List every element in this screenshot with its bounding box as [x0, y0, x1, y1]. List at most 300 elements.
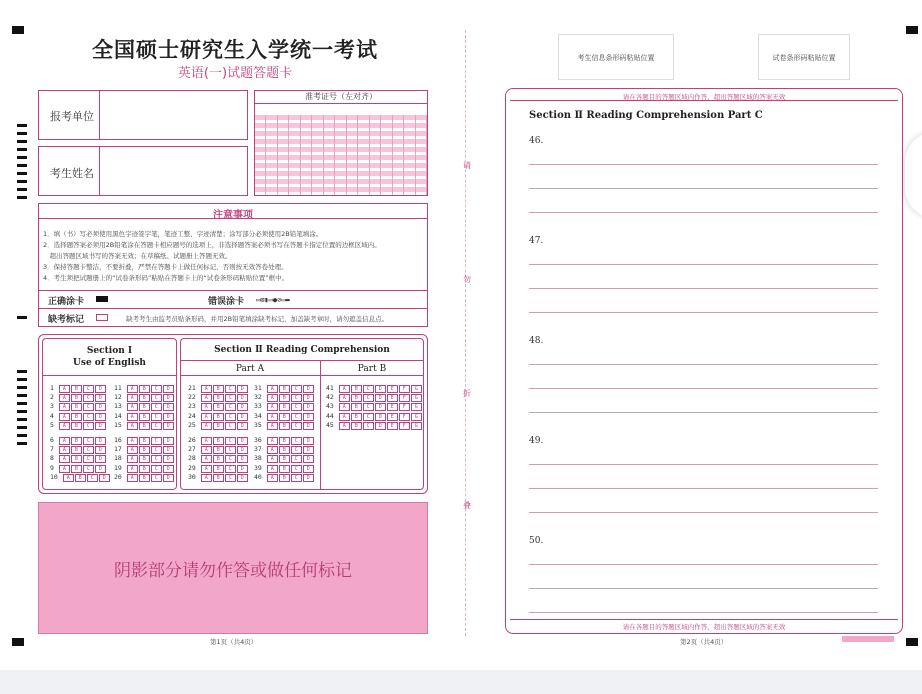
option-bubble[interactable]: G: [411, 394, 422, 402]
option-bubble[interactable]: B: [75, 474, 86, 482]
option-bubble[interactable]: F: [399, 385, 410, 393]
option-bubble[interactable]: B: [139, 385, 150, 393]
answer-line[interactable]: [529, 188, 878, 189]
option-bubble[interactable]: A: [63, 474, 74, 482]
answer-line[interactable]: [529, 312, 878, 313]
option-bubble[interactable]: C: [291, 437, 302, 445]
option-bubble[interactable]: C: [291, 446, 302, 454]
timing-tick: [17, 378, 27, 381]
answer-line[interactable]: [529, 412, 878, 413]
option-bubble[interactable]: A: [59, 394, 70, 402]
option-bubble[interactable]: A: [127, 422, 138, 430]
question-row[interactable]: [114, 445, 174, 454]
option-bubble[interactable]: C: [363, 413, 374, 421]
option-bubble[interactable]: G: [411, 403, 422, 411]
option-bubble[interactable]: C: [151, 394, 162, 402]
notice-item: 1．填（书）写必须使用黑色字迹签字笔，笔迹工整、字迹清楚；涂写部分必须使用2B铅笔填涂。: [43, 230, 323, 238]
option-bubble[interactable]: D: [375, 413, 386, 421]
option-bubble[interactable]: C: [225, 422, 236, 430]
option-bubble[interactable]: B: [279, 474, 290, 482]
question-row[interactable]: [50, 393, 106, 402]
exam-id-column[interactable]: [278, 115, 289, 195]
option-bubble[interactable]: D: [95, 385, 106, 393]
option-bubble[interactable]: B: [279, 465, 290, 473]
option-bubble[interactable]: C: [83, 422, 94, 430]
option-bubble[interactable]: F: [399, 422, 410, 430]
question-row[interactable]: [254, 412, 314, 421]
question-row[interactable]: [254, 445, 314, 454]
option-bubble[interactable]: A: [267, 422, 278, 430]
exam-id-column[interactable]: [324, 115, 335, 195]
option-bubble[interactable]: D: [237, 474, 248, 482]
option-bubble[interactable]: C: [151, 474, 162, 482]
question-row[interactable]: [188, 436, 248, 445]
option-bubble[interactable]: A: [339, 422, 350, 430]
option-bubble[interactable]: C: [151, 446, 162, 454]
option-bubble[interactable]: E: [387, 394, 398, 402]
option-bubble[interactable]: B: [71, 394, 82, 402]
option-bubble[interactable]: F: [399, 413, 410, 421]
question-row[interactable]: [50, 402, 106, 411]
question-row[interactable]: [254, 436, 314, 445]
option-bubble[interactable]: C: [151, 385, 162, 393]
option-bubble[interactable]: C: [291, 394, 302, 402]
option-bubble[interactable]: C: [291, 385, 302, 393]
option-bubble[interactable]: D: [237, 446, 248, 454]
option-bubble[interactable]: A: [127, 455, 138, 463]
option-bubble[interactable]: C: [83, 394, 94, 402]
option-bubble[interactable]: D: [237, 455, 248, 463]
question-row[interactable]: [326, 412, 422, 421]
question-row[interactable]: [188, 445, 248, 454]
answer-line[interactable]: [529, 388, 878, 389]
option-bubble[interactable]: D: [237, 422, 248, 430]
question-row[interactable]: [188, 412, 248, 421]
option-bubble[interactable]: B: [139, 437, 150, 445]
option-bubble[interactable]: B: [71, 422, 82, 430]
exam-id-column[interactable]: [312, 115, 323, 195]
option-bubble[interactable]: C: [83, 413, 94, 421]
option-bubble[interactable]: A: [59, 446, 70, 454]
question-row[interactable]: [188, 393, 248, 402]
option-bubble[interactable]: C: [83, 465, 94, 473]
answer-line[interactable]: [529, 488, 878, 489]
option-bubble[interactable]: D: [95, 465, 106, 473]
section2-title: Section Ⅱ Reading Comprehension: [214, 345, 390, 355]
option-bubble[interactable]: C: [291, 455, 302, 463]
option-bubble[interactable]: C: [151, 422, 162, 430]
option-bubble[interactable]: D: [95, 437, 106, 445]
timing-tick: [17, 316, 27, 319]
option-bubble[interactable]: C: [83, 385, 94, 393]
exam-id-column[interactable]: [404, 115, 415, 195]
question-number: 14: [114, 411, 126, 420]
question-row[interactable]: [50, 412, 106, 421]
option-bubble[interactable]: A: [59, 465, 70, 473]
question-row[interactable]: [326, 402, 422, 411]
section1-subtitle: Use of English: [73, 358, 146, 368]
option-bubble[interactable]: B: [213, 403, 224, 411]
option-bubble[interactable]: D: [303, 446, 314, 454]
option-bubble[interactable]: C: [225, 465, 236, 473]
question-row[interactable]: [254, 421, 314, 430]
option-bubble[interactable]: C: [225, 474, 236, 482]
question-row[interactable]: [188, 402, 248, 411]
option-bubble[interactable]: A: [201, 455, 212, 463]
question-row[interactable]: [114, 412, 174, 421]
option-bubble[interactable]: C: [363, 403, 374, 411]
option-bubble[interactable]: C: [363, 394, 374, 402]
option-bubble[interactable]: D: [163, 413, 174, 421]
option-bubble[interactable]: A: [59, 455, 70, 463]
question-row[interactable]: [50, 445, 106, 454]
option-bubble[interactable]: C: [225, 437, 236, 445]
absent-bubble[interactable]: [96, 314, 108, 321]
question-row[interactable]: [50, 473, 110, 482]
option-bubble[interactable]: B: [279, 394, 290, 402]
option-bubble[interactable]: A: [267, 437, 278, 445]
option-bubble[interactable]: D: [163, 474, 174, 482]
option-bubble[interactable]: B: [351, 413, 362, 421]
question-row[interactable]: [254, 454, 314, 463]
exam-id-column[interactable]: [381, 115, 392, 195]
option-bubble[interactable]: G: [411, 413, 422, 421]
option-bubble[interactable]: A: [201, 474, 212, 482]
option-bubble[interactable]: D: [95, 403, 106, 411]
option-bubble[interactable]: C: [83, 403, 94, 411]
part-b-label: Part B: [357, 364, 387, 374]
option-bubble[interactable]: B: [71, 446, 82, 454]
question-number: 48.: [529, 336, 544, 346]
answer-line[interactable]: [529, 264, 878, 265]
option-bubble[interactable]: A: [339, 385, 350, 393]
exam-id-column[interactable]: [301, 115, 312, 195]
option-bubble[interactable]: C: [83, 437, 94, 445]
option-bubble[interactable]: C: [225, 455, 236, 463]
option-bubble[interactable]: C: [225, 403, 236, 411]
option-bubble[interactable]: D: [163, 422, 174, 430]
option-bubble[interactable]: B: [213, 385, 224, 393]
option-bubble[interactable]: E: [387, 413, 398, 421]
question-row[interactable]: [188, 421, 248, 430]
option-bubble[interactable]: A: [201, 465, 212, 473]
option-bubble[interactable]: A: [267, 465, 278, 473]
option-bubble[interactable]: D: [375, 394, 386, 402]
option-bubble[interactable]: B: [279, 446, 290, 454]
option-bubble[interactable]: A: [59, 422, 70, 430]
answer-line[interactable]: [529, 364, 878, 365]
answer-line[interactable]: [529, 288, 878, 289]
option-bubble[interactable]: B: [71, 413, 82, 421]
option-bubble[interactable]: B: [213, 465, 224, 473]
option-bubble[interactable]: C: [225, 385, 236, 393]
option-bubble[interactable]: E: [387, 403, 398, 411]
exam-id-column[interactable]: [335, 115, 346, 195]
option-bubble[interactable]: D: [95, 413, 106, 421]
question-number: 11: [114, 384, 126, 392]
option-bubble[interactable]: D: [163, 385, 174, 393]
option-bubble[interactable]: B: [71, 385, 82, 393]
fold-line: [465, 30, 466, 636]
option-bubble[interactable]: A: [59, 385, 70, 393]
option-bubble[interactable]: D: [303, 385, 314, 393]
option-bubble[interactable]: B: [139, 403, 150, 411]
option-bubble[interactable]: A: [267, 413, 278, 421]
answer-line[interactable]: [529, 212, 878, 213]
option-bubble[interactable]: B: [139, 413, 150, 421]
question-row[interactable]: [50, 464, 106, 473]
question-row[interactable]: [254, 473, 314, 482]
question-row[interactable]: [188, 454, 248, 463]
fold-mark: 勿: [463, 275, 471, 284]
option-bubble[interactable]: F: [399, 394, 410, 402]
option-bubble[interactable]: D: [163, 465, 174, 473]
question-number: 39: [254, 463, 266, 472]
option-bubble[interactable]: A: [339, 394, 350, 402]
option-bubble[interactable]: D: [163, 394, 174, 402]
option-bubble[interactable]: C: [225, 394, 236, 402]
question-row[interactable]: [188, 384, 248, 393]
option-bubble[interactable]: A: [201, 437, 212, 445]
question-row[interactable]: [254, 402, 314, 411]
option-bubble[interactable]: C: [363, 385, 374, 393]
question-number: 33: [254, 402, 266, 411]
option-bubble[interactable]: F: [399, 403, 410, 411]
option-bubble[interactable]: C: [83, 446, 94, 454]
option-bubble[interactable]: B: [71, 437, 82, 445]
option-bubble[interactable]: B: [139, 446, 150, 454]
question-row[interactable]: [114, 384, 174, 393]
option-bubble[interactable]: D: [303, 403, 314, 411]
option-bubble[interactable]: B: [279, 437, 290, 445]
option-bubble[interactable]: D: [375, 422, 386, 430]
option-bubble[interactable]: B: [213, 394, 224, 402]
question-number: 41: [326, 384, 338, 392]
option-bubble[interactable]: B: [279, 385, 290, 393]
question-number: 36: [254, 436, 266, 444]
option-bubble[interactable]: D: [237, 437, 248, 445]
option-bubble[interactable]: A: [201, 403, 212, 411]
option-bubble[interactable]: A: [127, 413, 138, 421]
option-bubble[interactable]: C: [291, 403, 302, 411]
option-bubble[interactable]: A: [267, 446, 278, 454]
option-bubble[interactable]: B: [213, 474, 224, 482]
option-bubble[interactable]: A: [201, 413, 212, 421]
question-number: 40: [254, 472, 266, 481]
exam-id-column[interactable]: [393, 115, 404, 195]
option-bubble[interactable]: D: [99, 474, 110, 482]
option-bubble[interactable]: B: [351, 422, 362, 430]
option-bubble[interactable]: C: [151, 465, 162, 473]
option-bubble[interactable]: B: [213, 422, 224, 430]
option-bubble[interactable]: B: [71, 455, 82, 463]
option-bubble[interactable]: B: [279, 403, 290, 411]
answer-line[interactable]: [529, 464, 878, 465]
option-bubble[interactable]: D: [95, 455, 106, 463]
question-row[interactable]: [50, 436, 106, 445]
option-bubble[interactable]: D: [95, 446, 106, 454]
option-bubble[interactable]: A: [267, 385, 278, 393]
option-bubble[interactable]: B: [351, 394, 362, 402]
question-row[interactable]: [114, 454, 174, 463]
question-row[interactable]: [254, 393, 314, 402]
option-bubble[interactable]: A: [201, 446, 212, 454]
exam-id-column[interactable]: [416, 115, 427, 195]
option-bubble[interactable]: B: [213, 455, 224, 463]
option-bubble[interactable]: D: [237, 465, 248, 473]
option-bubble[interactable]: B: [139, 465, 150, 473]
option-bubble[interactable]: D: [237, 403, 248, 411]
option-bubble[interactable]: A: [127, 394, 138, 402]
option-bubble[interactable]: G: [411, 385, 422, 393]
question-row[interactable]: [254, 464, 314, 473]
exam-id-column[interactable]: [266, 115, 277, 195]
option-bubble[interactable]: A: [59, 437, 70, 445]
option-bubble[interactable]: C: [151, 437, 162, 445]
option-bubble[interactable]: D: [237, 385, 248, 393]
question-row[interactable]: [50, 384, 106, 393]
exam-id-grid[interactable]: [254, 90, 428, 196]
option-bubble[interactable]: B: [279, 455, 290, 463]
answer-line[interactable]: [529, 588, 878, 589]
option-bubble[interactable]: C: [363, 422, 374, 430]
option-bubble[interactable]: A: [127, 446, 138, 454]
option-bubble[interactable]: D: [375, 403, 386, 411]
exam-id-column[interactable]: [347, 115, 358, 195]
option-bubble[interactable]: A: [339, 413, 350, 421]
question-row[interactable]: [114, 464, 174, 473]
option-bubble[interactable]: B: [213, 437, 224, 445]
option-bubble[interactable]: C: [225, 446, 236, 454]
option-bubble[interactable]: B: [139, 474, 150, 482]
question-number: 17: [114, 445, 126, 454]
option-bubble[interactable]: C: [291, 474, 302, 482]
option-bubble[interactable]: B: [139, 455, 150, 463]
exam-id-label: 准考证号（左对齐）: [255, 91, 427, 104]
corner-mark: [906, 638, 918, 646]
option-bubble[interactable]: A: [59, 403, 70, 411]
option-bubble[interactable]: D: [95, 394, 106, 402]
question-row[interactable]: [114, 402, 174, 411]
question-number: 3: [50, 402, 58, 411]
exam-id-column[interactable]: [370, 115, 381, 195]
option-bubble[interactable]: A: [201, 385, 212, 393]
option-bubble[interactable]: A: [267, 455, 278, 463]
option-bubble[interactable]: B: [139, 422, 150, 430]
question-row[interactable]: [50, 454, 106, 463]
option-bubble[interactable]: A: [201, 422, 212, 430]
option-bubble[interactable]: C: [151, 455, 162, 463]
question-number: 4: [50, 411, 58, 420]
option-bubble[interactable]: B: [71, 403, 82, 411]
option-bubble[interactable]: B: [213, 446, 224, 454]
option-bubble[interactable]: D: [303, 455, 314, 463]
option-bubble[interactable]: D: [163, 437, 174, 445]
option-bubble[interactable]: C: [151, 403, 162, 411]
exam-id-bubbles[interactable]: [255, 115, 427, 195]
option-bubble[interactable]: D: [303, 394, 314, 402]
question-row[interactable]: [114, 393, 174, 402]
question-row[interactable]: [326, 393, 422, 402]
answer-line[interactable]: [529, 164, 878, 165]
option-bubble[interactable]: A: [127, 385, 138, 393]
option-bubble[interactable]: D: [303, 474, 314, 482]
option-bubble[interactable]: C: [291, 422, 302, 430]
option-bubble[interactable]: D: [95, 422, 106, 430]
option-bubble[interactable]: A: [127, 403, 138, 411]
option-bubble[interactable]: A: [127, 474, 138, 482]
answer-line[interactable]: [529, 564, 878, 565]
exam-id-column[interactable]: [255, 115, 266, 195]
option-bubble[interactable]: B: [139, 394, 150, 402]
question-number: 5: [50, 420, 58, 429]
option-bubble[interactable]: A: [267, 394, 278, 402]
option-bubble[interactable]: A: [127, 437, 138, 445]
question-row[interactable]: [50, 421, 106, 430]
question-number: 47.: [529, 236, 544, 246]
option-bubble[interactable]: G: [411, 422, 422, 430]
option-bubble[interactable]: A: [267, 474, 278, 482]
question-row[interactable]: [188, 464, 248, 473]
option-bubble[interactable]: B: [71, 465, 82, 473]
option-bubble[interactable]: D: [303, 422, 314, 430]
option-bubble[interactable]: D: [303, 437, 314, 445]
option-bubble[interactable]: C: [291, 465, 302, 473]
option-bubble[interactable]: C: [291, 413, 302, 421]
option-bubble[interactable]: C: [151, 413, 162, 421]
exam-id-column[interactable]: [289, 115, 300, 195]
timing-tick: [17, 156, 27, 159]
option-bubble[interactable]: B: [279, 413, 290, 421]
option-bubble[interactable]: D: [375, 385, 386, 393]
option-bubble[interactable]: C: [87, 474, 98, 482]
question-row[interactable]: [326, 384, 422, 393]
answer-line[interactable]: [529, 612, 878, 613]
answer-line[interactable]: [529, 512, 878, 513]
option-bubble[interactable]: D: [237, 413, 248, 421]
question-row[interactable]: [114, 421, 174, 430]
option-bubble[interactable]: D: [163, 455, 174, 463]
option-bubble[interactable]: D: [303, 465, 314, 473]
option-bubble[interactable]: B: [279, 422, 290, 430]
part-a-label: Part A: [235, 364, 265, 374]
option-bubble[interactable]: B: [213, 413, 224, 421]
question-row[interactable]: [188, 473, 248, 482]
option-bubble[interactable]: C: [83, 455, 94, 463]
option-bubble[interactable]: D: [237, 394, 248, 402]
option-bubble[interactable]: A: [59, 413, 70, 421]
option-bubble[interactable]: A: [339, 403, 350, 411]
option-bubble[interactable]: A: [201, 394, 212, 402]
option-bubble[interactable]: D: [303, 413, 314, 421]
option-bubble[interactable]: B: [351, 403, 362, 411]
option-bubble[interactable]: D: [163, 403, 174, 411]
option-bubble[interactable]: B: [351, 385, 362, 393]
question-row[interactable]: [326, 421, 422, 430]
question-row[interactable]: [254, 384, 314, 393]
option-bubble[interactable]: A: [267, 403, 278, 411]
option-bubble[interactable]: C: [225, 413, 236, 421]
question-number: 31: [254, 384, 266, 392]
wrong-fill-samples: ▭⊠▮▭●⊘▭▬: [256, 296, 290, 304]
option-bubble[interactable]: A: [127, 465, 138, 473]
option-bubble[interactable]: E: [387, 385, 398, 393]
question-row[interactable]: [114, 436, 174, 445]
question-row[interactable]: [114, 473, 174, 482]
option-bubble[interactable]: E: [387, 422, 398, 430]
exam-id-column[interactable]: [358, 115, 369, 195]
option-bubble[interactable]: D: [163, 446, 174, 454]
